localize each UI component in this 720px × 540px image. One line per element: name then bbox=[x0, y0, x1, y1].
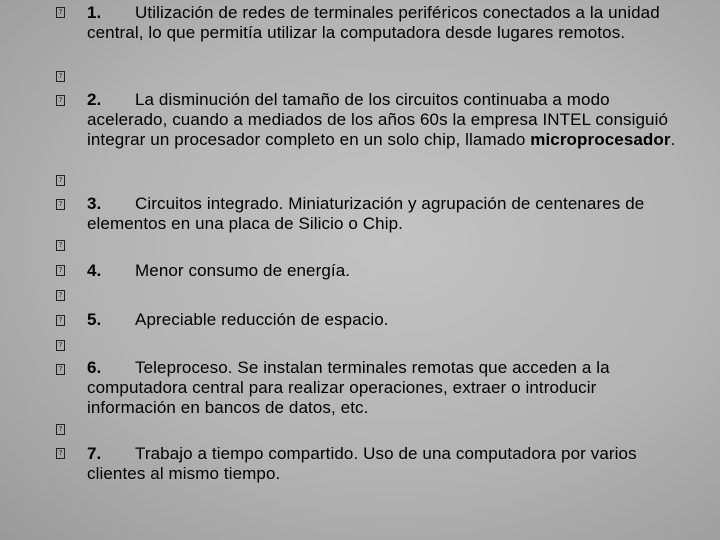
item-text: Apreciable reducción de espacio. bbox=[135, 310, 389, 329]
item-number: 3. bbox=[87, 194, 102, 213]
item-number: 6. bbox=[87, 358, 102, 377]
bullet-marker: ? bbox=[56, 290, 65, 301]
list-item bbox=[87, 194, 687, 234]
item-number: 4. bbox=[87, 261, 102, 280]
bullet-marker: ? bbox=[56, 175, 65, 186]
item-text: Circuitos integrado. Miniaturización y agrupación de centenares de elementos en una placa de Silicio o Chip. bbox=[87, 194, 645, 233]
item-number: 2. bbox=[87, 90, 102, 109]
bullet-marker: ? bbox=[56, 95, 65, 106]
list-item bbox=[87, 90, 687, 150]
bullet-marker: ? bbox=[56, 7, 65, 18]
item-number: 7. bbox=[87, 444, 102, 463]
item-text: Teleproceso. Se instalan terminales remotas que acceden a la computadora central para realizar operaciones, extraer o introducir información en bancos de datos, etc. bbox=[87, 358, 610, 417]
list-item bbox=[87, 3, 687, 43]
bullet-marker: ? bbox=[56, 240, 65, 251]
item-number: 1. bbox=[87, 3, 102, 22]
item-text-tail: . bbox=[670, 130, 676, 149]
item-text: Trabajo a tiempo compartido. Uso de una computadora por varios clientes al mismo tiempo. bbox=[87, 444, 637, 483]
bullet-marker: ? bbox=[56, 265, 65, 276]
bullet-marker: ? bbox=[56, 340, 65, 351]
list-item bbox=[87, 261, 687, 281]
item-text: Utilización de redes de terminales periféricos conectados a la unidad central, lo que permitía utilizar la computadora desde lugares remotos. bbox=[87, 3, 660, 42]
bullet-marker: ? bbox=[56, 364, 65, 375]
list-item bbox=[87, 444, 687, 484]
item-text: Menor consumo de energía. bbox=[135, 261, 351, 280]
bullet-marker: ? bbox=[56, 71, 65, 82]
item-number: 5. bbox=[87, 310, 102, 329]
item-text: La disminución del tamaño de los circuitos continuaba a modo acelerado, cuando a mediados de los años 60s la empresa INTEL consiguió integrar un procesador completo en un solo chip, llamado bbox=[87, 90, 669, 149]
bullet-marker: ? bbox=[56, 199, 65, 210]
bullet-marker: ? bbox=[56, 424, 65, 435]
item-bold-term: microprocesador bbox=[530, 130, 671, 149]
bullet-marker: ? bbox=[56, 315, 65, 326]
bullet-marker: ? bbox=[56, 448, 65, 459]
list-item bbox=[87, 358, 687, 418]
list-item bbox=[87, 310, 687, 330]
